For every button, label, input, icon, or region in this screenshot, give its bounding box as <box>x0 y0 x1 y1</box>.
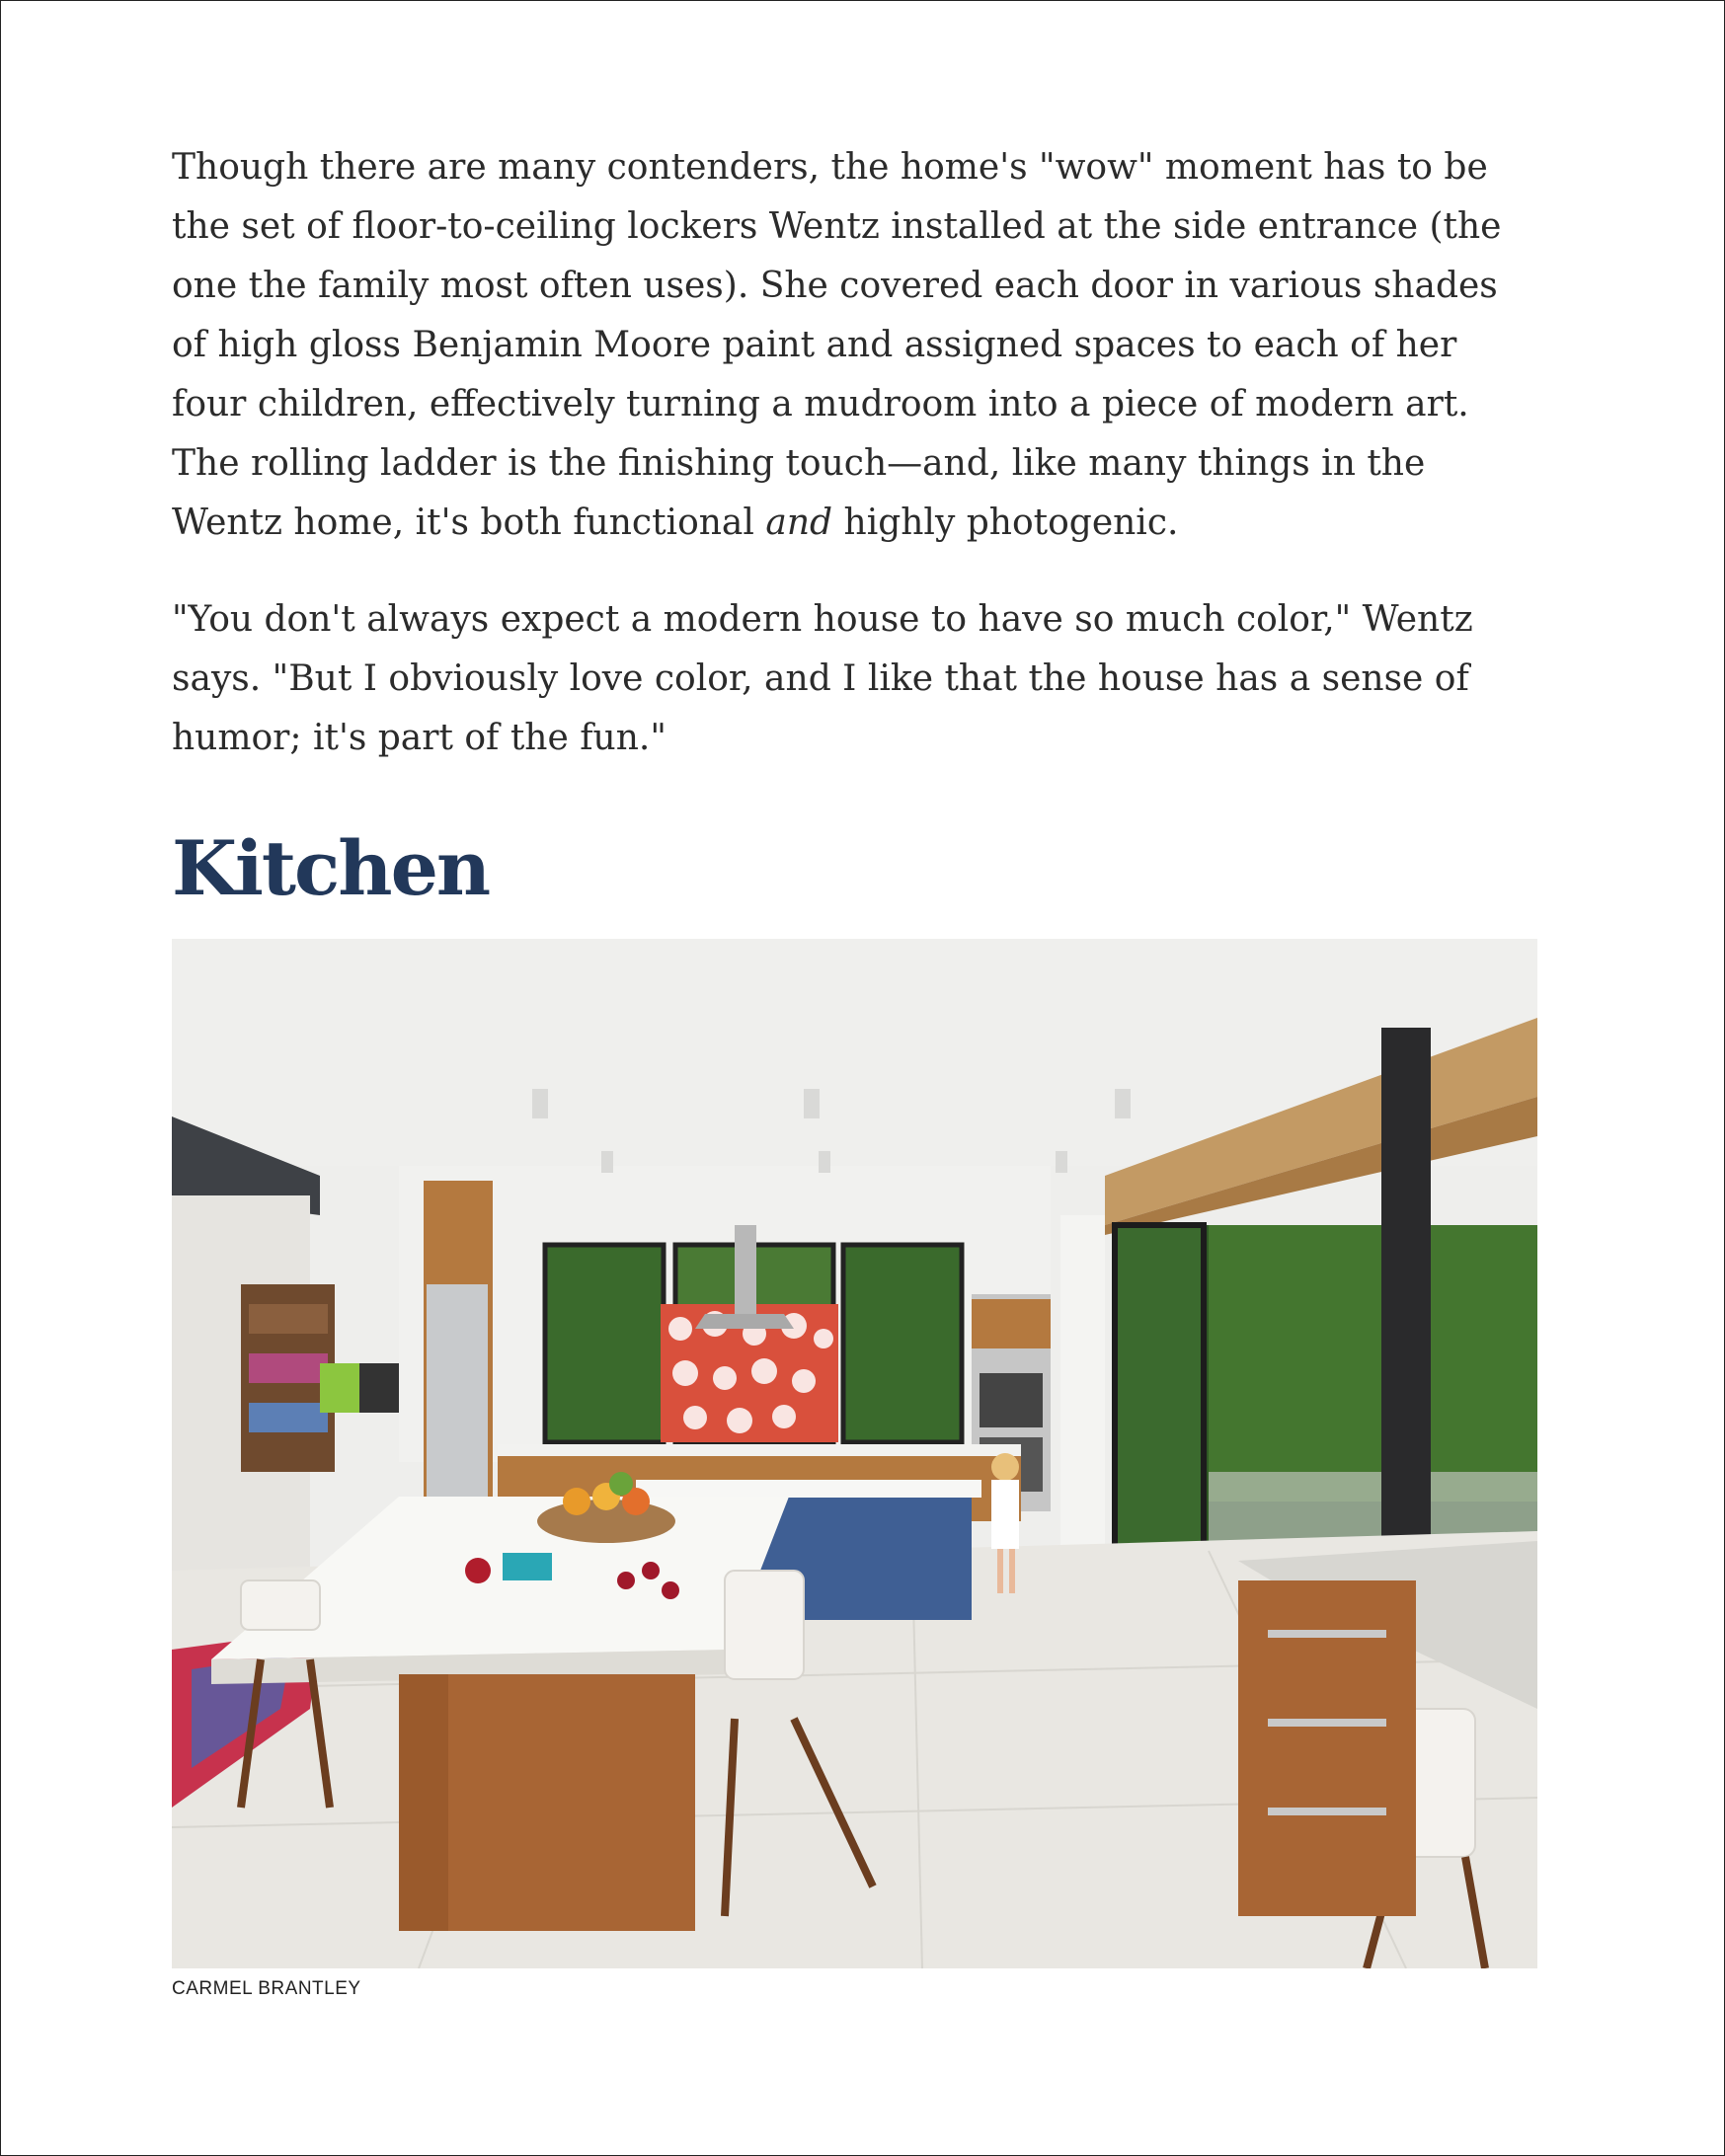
paragraph-text: Though there are many contenders, the home's "wow" moment has to be the set of floor-to-ceiling lockers Wentz installed at the side entrance (the one the family most often uses). She covered each door in various shades of high gloss Benjamin Moore paint and assigned spaces to each of her four children, effectively turning a mudroom into a piece of modern art. The rolling ladder is the finishing touch—and, like many things in the Wentz home, it's both functional <box>172 147 1502 543</box>
paragraph-quote: "You don't always expect a modern house to have so much color," Wentz says. "But I obviously love color, and I like that the house has a sense of humor; it's part of the fun." <box>172 599 1473 758</box>
article-body <box>172 138 1537 918</box>
kitchen-photo <box>172 939 1537 1968</box>
paragraph-lockers <box>172 138 1537 553</box>
photo-credit: CARMEL BRANTLEY <box>172 1978 361 1999</box>
paragraph-text-end: highly photogenic. <box>832 502 1179 543</box>
section-heading-kitchen: Kitchen <box>172 824 490 912</box>
emphasis-text: and <box>765 502 833 543</box>
